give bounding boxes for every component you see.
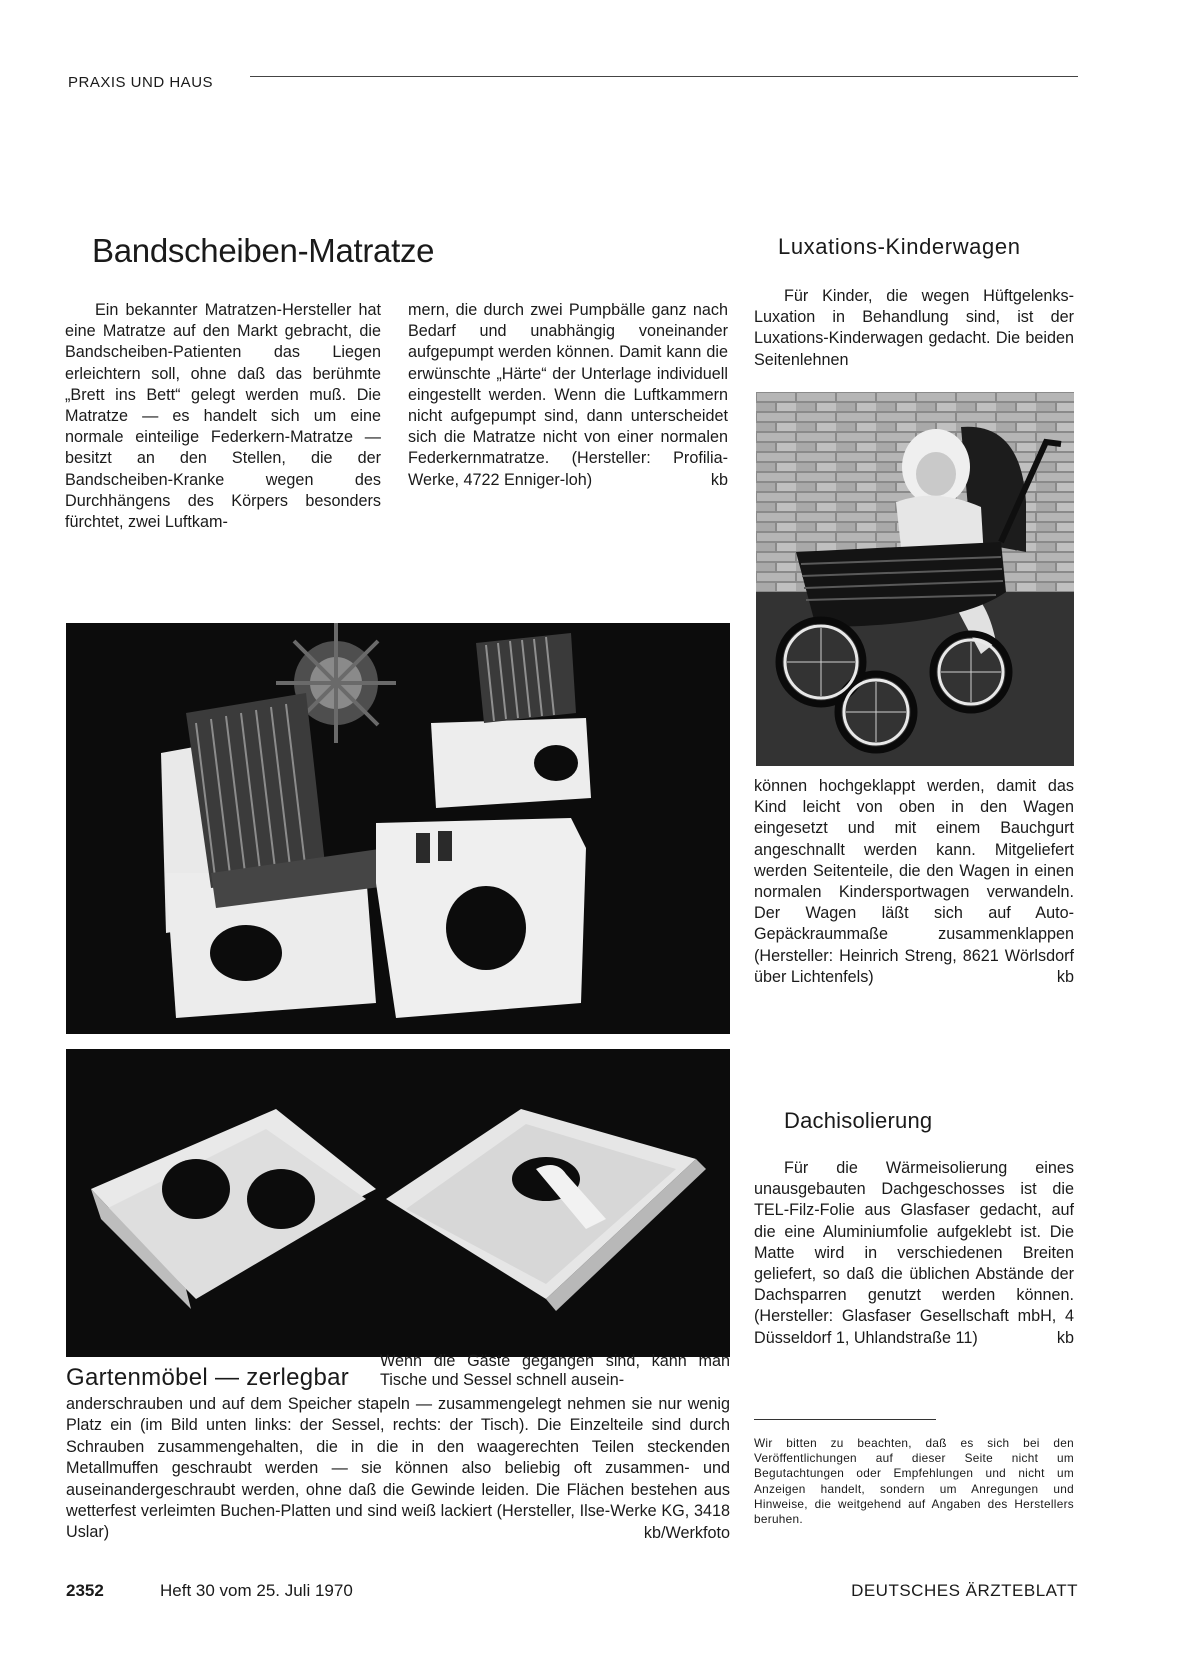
article-matratze-col1-text: Ein bekannter Matratzen-Hersteller hat eine Matratze auf den Markt gebracht, die Bandscheiben-Patienten das Liegen erleichtern soll, ohne daß das berühmte „Brett ins Bett“ gelegt werden muß. Die Matratze — es handelt sich um eine normale einteilige Federkern-Matratze — besitzt an den Stellen, die der Bandscheiben-Kranke wegen des Durchhängens des Körpers besonders fürchtet, zwei Luftkam- bbox=[65, 301, 381, 532]
article-title-dachisolierung: Dachisolierung bbox=[784, 1108, 933, 1133]
article-gartenmoebel-lead: Wenn die Gäste gegangen sind, kann man Tische und Sessel schnell ausein- bbox=[380, 1352, 730, 1389]
furniture-photo-assembled bbox=[66, 623, 730, 1034]
issue-info: Heft 30 vom 25. Juli 1970 bbox=[160, 1581, 353, 1600]
article-dachisolierung-signature: kb bbox=[1056, 1328, 1074, 1347]
stroller-photo-graphic bbox=[756, 392, 1074, 766]
section-label: PRAXIS UND HAUS bbox=[68, 74, 214, 91]
article-gartenmoebel-signature: kb/Werkfoto bbox=[643, 1523, 730, 1542]
article-title-kinderwagen: Luxations-Kinderwagen bbox=[778, 234, 1021, 259]
article-dachisolierung-text: Für die Wärmeisolierung eines unausgebauten Dachgeschosses ist die TEL-Filz-Folie aus Glasfaser gedacht, auf die eine Aluminiumfolie aufgeklebt ist. Die Matte wird in verschiedenen Breiten geliefert, so daß die üblichen Abstände der Dachsparren genutzt werden können. (Hersteller: Glasfaser Gesellschaft mbH, 4 Düsseldorf 1, Uhlandstraße 11) bbox=[754, 1159, 1074, 1347]
header-rule bbox=[250, 76, 1078, 77]
article-matratze-col2-text: mern, die durch zwei Pumpbälle ganz nach Bedarf und unabhängig voneinander aufgepumpt werden können. Damit kann die erwünschte „Härte“ der Unterlage individuell eingestellt werden. Wenn die Luftkammern nicht aufgepumpt sind, dann unterscheidet sich die Matratze nicht von einer normalen Federkernmatratze. (Hersteller: Profilia-Werke, 4722 Enniger-loh) bbox=[408, 301, 728, 489]
stroller-photo bbox=[756, 392, 1074, 766]
furniture-photo-assembled-graphic bbox=[66, 623, 730, 1034]
article-kinderwagen-top bbox=[754, 286, 1074, 371]
article-matratze-col2 bbox=[408, 300, 728, 491]
footnote-rule bbox=[754, 1419, 936, 1420]
article-title-gartenmoebel: Gartenmöbel — zerlegbar bbox=[66, 1364, 350, 1391]
article-title-matratze: Bandscheiben-Matratze bbox=[92, 232, 435, 269]
article-gartenmoebel bbox=[66, 1394, 730, 1544]
article-matratze-col1 bbox=[65, 300, 381, 533]
footnote: Wir bitten zu beachten, daß es sich bei den Veröffentlichungen auf dieser Seite nicht um Begutachtungen oder Empfehlungen und nicht um Anzeigen handelt, sondern um Anregungen und Hinweise, die weitgehend auf Angaben des Herstellers beruhen. bbox=[754, 1436, 1074, 1527]
article-dachisolierung bbox=[754, 1158, 1074, 1349]
page-number: 2352 bbox=[66, 1581, 104, 1600]
article-kinderwagen-signature: kb bbox=[1056, 968, 1074, 987]
article-kinderwagen-text-top: Für Kinder, die wegen Hüftgelenks-Luxation in Behandlung sind, ist der Luxations-Kinderwagen gedacht. Die beiden Seitenlehnen bbox=[754, 287, 1074, 369]
article-kinderwagen-bottom bbox=[754, 776, 1074, 988]
furniture-photo-disassembled-graphic bbox=[66, 1049, 730, 1357]
article-kinderwagen-text-bottom: können hochgeklappt werden, damit das Kind leicht von oben in den Wagen eingesetzt und mit einem Bauchgurt angeschnallt werden kann. Mitgeliefert werden Seitenteile, die den Wagen in einen normalen Kindersportwagen verwandeln. Der Wagen läßt sich auf Auto-Gepäckraummaße zusammenklappen (Hersteller: Heinrich Streng, 8621 Wörlsdorf über Lichtenfels) bbox=[754, 777, 1074, 986]
journal-name: DEUTSCHES ÄRZTEBLATT bbox=[851, 1581, 1078, 1600]
article-matratze-signature: kb bbox=[710, 470, 728, 489]
furniture-photo-disassembled bbox=[66, 1049, 730, 1357]
article-gartenmoebel-text: anderschrauben und auf dem Speicher stapeln — zusammengelegt nehmen sie nur wenig Platz ein (im Bild unten links: der Sessel, rechts: der Tisch). Die Einzelteile sind durch Schrauben zusammengehalten, die in die in den waagerechten Teilen steckenden Metallmuffen geschraubt werden — sie können also beliebig oft zusammen- und auseinandergeschraubt werden, ohne daß die Gewinde leiden. Die Flächen bestehen aus wetterfest verleimten Buchen-Platten und sind weiß lackiert (Hersteller, Ilse-Werke KG, 3418 Uslar) bbox=[66, 1395, 730, 1542]
